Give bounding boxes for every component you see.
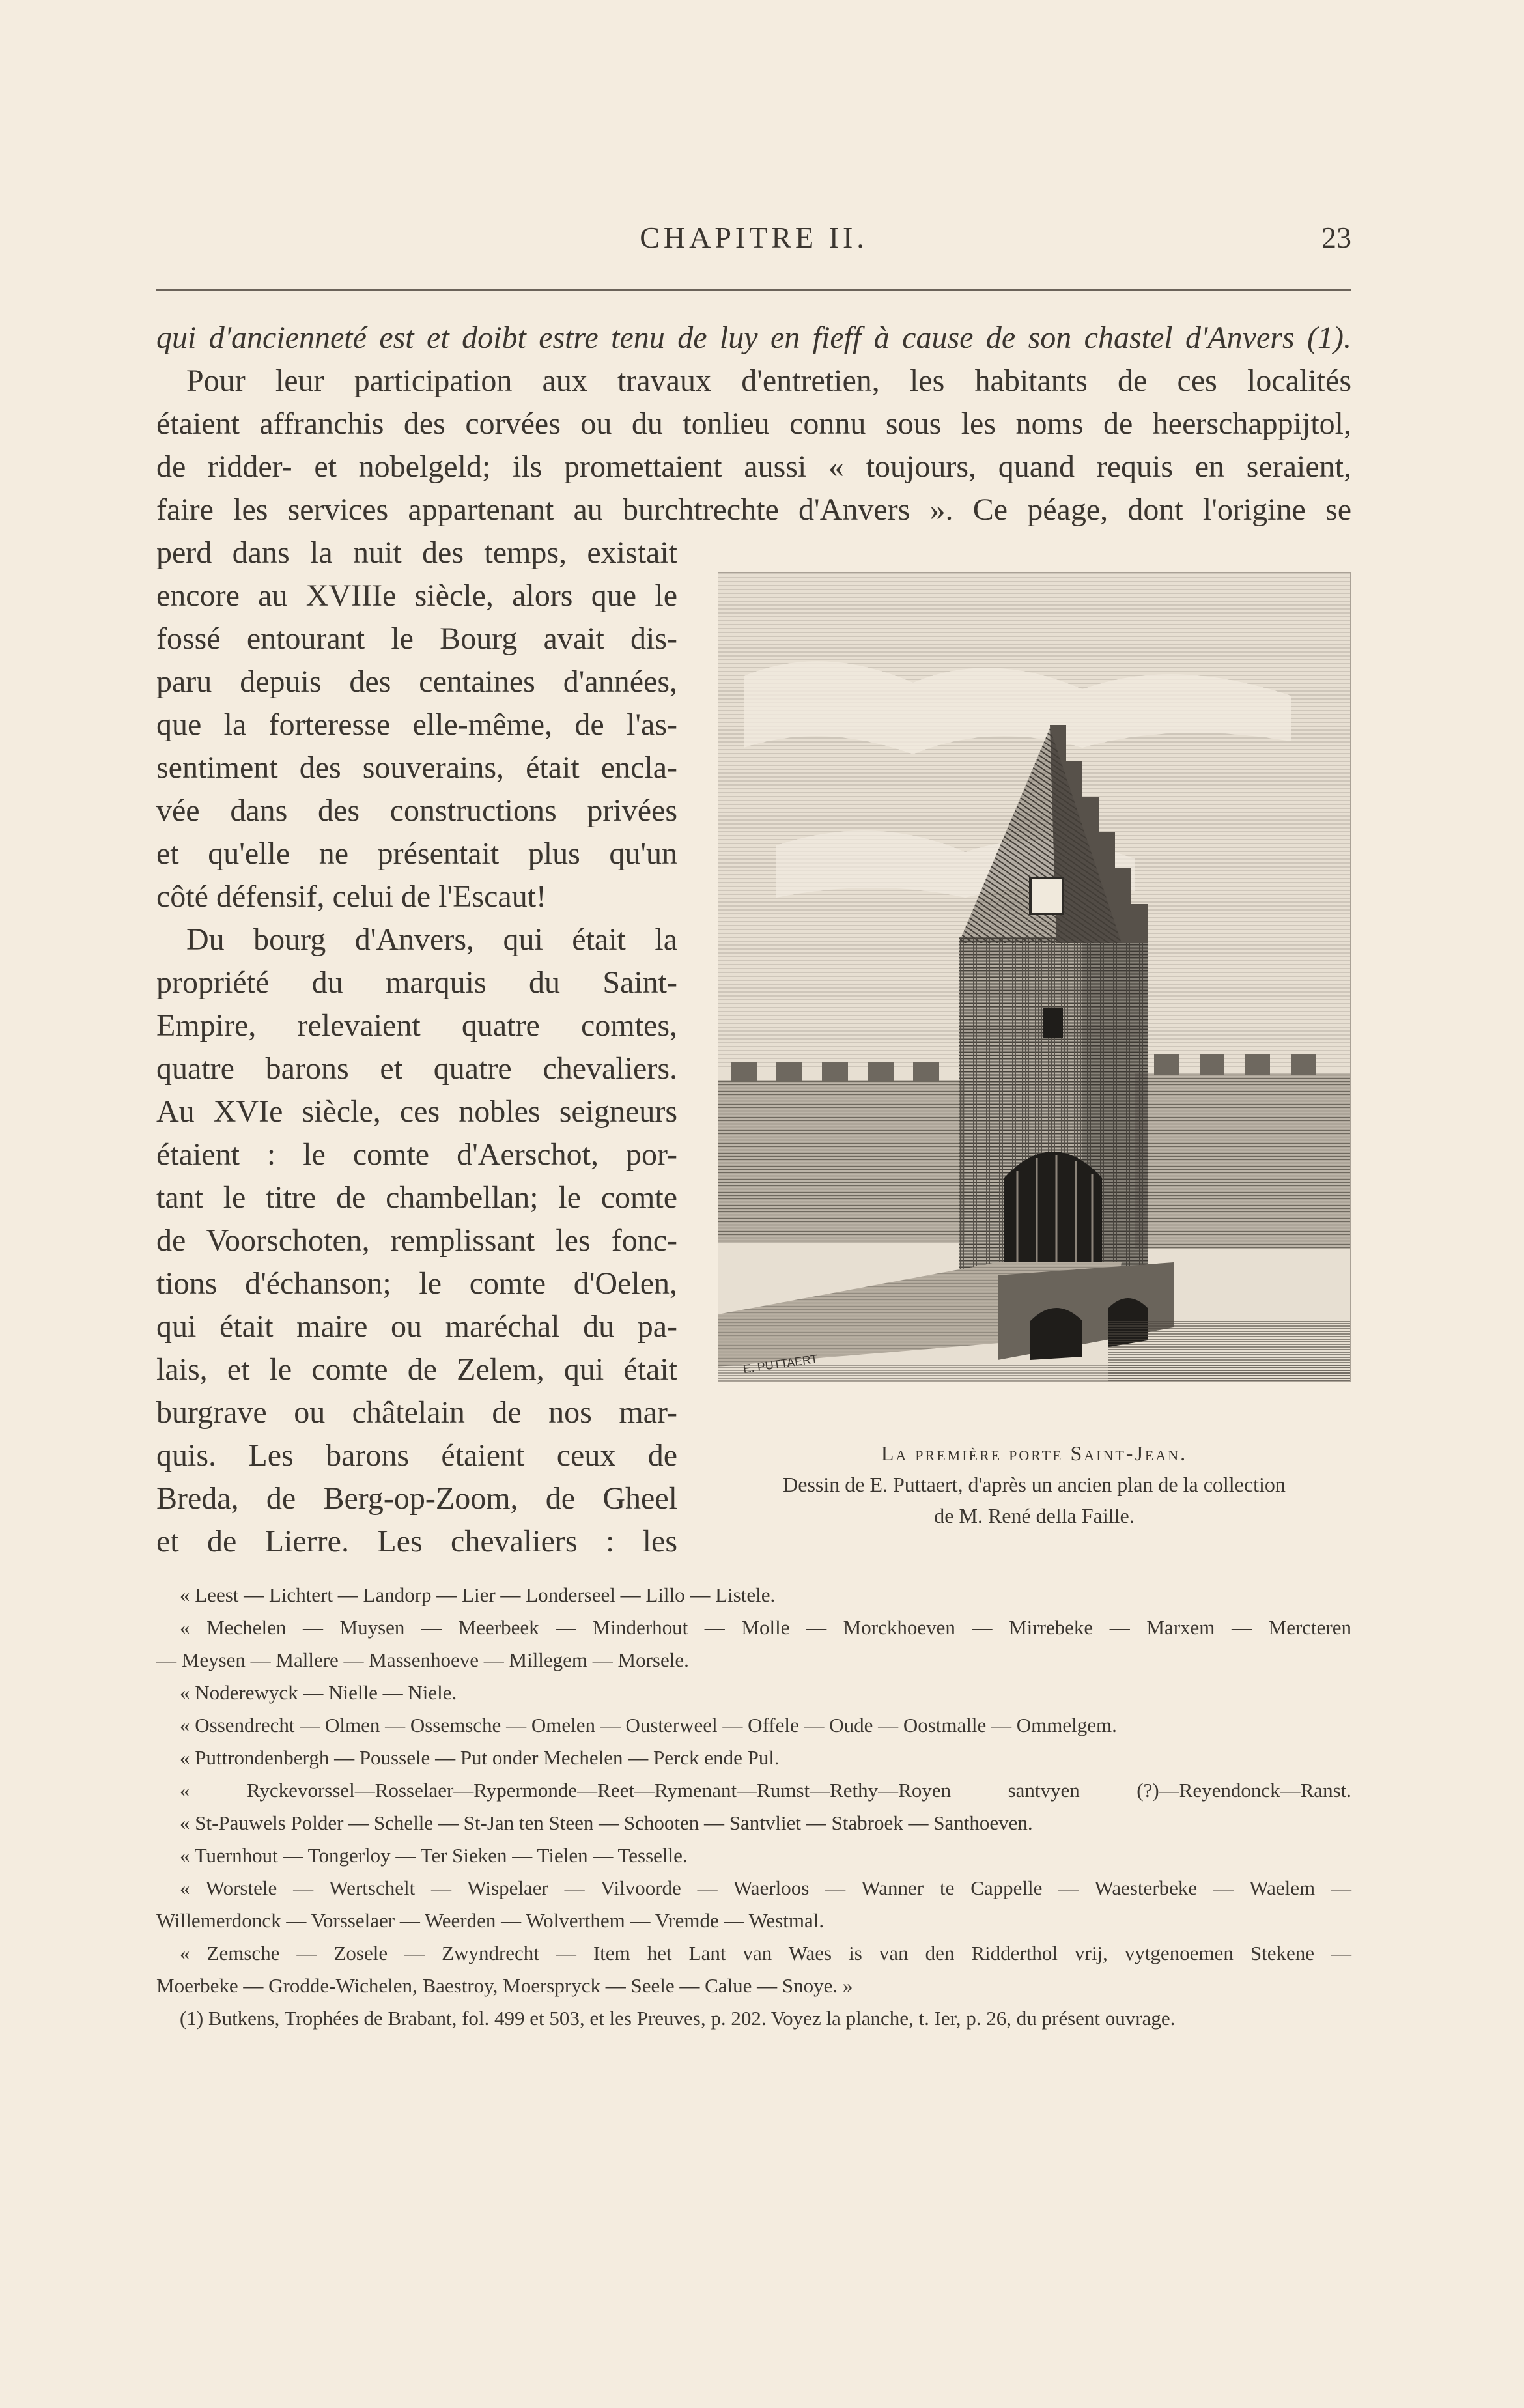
body-line: tant le titre de chambellan; le comte [156, 1180, 677, 1215]
footnote: (1) Butkens, Trophées de Brabant, fol. 499 et 503, et les Preuves, p. 202. Voyez la planche, t. Ier, p. 26, du présent ouvrage. [180, 2007, 1176, 2030]
chapter-title: CHAPITRE II. [640, 221, 868, 254]
list-item: « Worstele — Wertschelt — Wispelaer — Vilvoorde — Waerloos — Wanner te Cappelle — Waesterbeke — Waelem — [180, 1877, 1351, 1899]
running-head [156, 220, 1351, 266]
body-line: vée dans des constructions privées [156, 793, 677, 828]
page-number: 23 [1321, 221, 1351, 254]
list-item: « Tuernhout — Tongerloy — Ter Sieken — Tielen — Tesselle. [180, 1844, 688, 1867]
list-item: « Leest — Lichtert — Landorp — Lier — Londerseel — Lillo — Listele. [180, 1583, 776, 1606]
body-line: perd dans la nuit des temps, existait [156, 535, 677, 570]
body-line: sentiment des souverains, était encla- [156, 750, 677, 785]
caption-line: Dessin de E. Puttaert, d'après un ancien plan de la collection [783, 1473, 1286, 1496]
list-item: « St-Pauwels Polder — Schelle — St-Jan ten Steen — Schooten — Santvliet — Stabroek — Santhoeven. [180, 1811, 1033, 1834]
list-item: Moerbeke — Grodde-Wichelen, Baestroy, Moerspryck — Seele — Calue — Snoye. » [156, 1974, 853, 1997]
body-line: quis. Les barons étaient ceux de [156, 1438, 677, 1473]
caption-title: La première porte Saint-Jean. [881, 1441, 1188, 1465]
header-rule [156, 289, 1351, 291]
list-item: « Ryckevorssel—Rosselaer—Rypermonde—Reet—Rymenant—Rumst—Rethy—Royen santvyen (?)—Reyendonck—Ranst. [180, 1779, 1351, 1802]
body-line: Empire, relevaient quatre comtes, [156, 1008, 677, 1043]
body-line: encore au XVIIIe siècle, alors que le [156, 578, 677, 613]
body-line: Du bourg d'Anvers, qui était la [186, 922, 677, 957]
list-item: — Meysen — Mallere — Massenhoeve — Millegem — Morsele. [156, 1649, 689, 1671]
body-column [156, 531, 677, 1563]
body-line: tions d'échanson; le comte d'Oelen, [156, 1266, 677, 1301]
list-item: « Ossendrecht — Olmen — Ossemsche — Omelen — Ousterweel — Offele — Oude — Oostmalle — Ommelgem. [180, 1714, 1117, 1736]
list-item: « Puttrondenbergh — Poussele — Put onder Mechelen — Perck ende Pul. [180, 1746, 780, 1769]
body-line: Pour leur participation aux travaux d'entretien, les habitants de ces localités [186, 363, 1351, 398]
body-line: paru depuis des centaines d'années, [156, 664, 677, 699]
body-line: que la forteresse elle-même, de l'as- [156, 707, 677, 742]
body-line: quatre barons et quatre chevaliers. [156, 1051, 677, 1086]
gate-tower-engraving [718, 572, 1351, 1382]
body-line: côté défensif, celui de l'Escaut! [156, 879, 547, 914]
body-line: et de Lierre. Les chevaliers : les [156, 1524, 677, 1559]
place-name-list [156, 1579, 1351, 2035]
figure-caption [716, 1438, 1352, 1531]
body-line: propriété du marquis du Saint- [156, 965, 677, 1000]
body-line: et qu'elle ne présentait plus qu'un [156, 836, 677, 871]
list-item: « Zemsche — Zosele — Zwyndrecht — Item het Lant van Waes is van den Ridderthol vrij, vytgenoemen Stekene — [180, 1942, 1351, 1964]
body-line: faire les services appartenant au burchtrechte d'Anvers ». Ce péage, dont l'origine se [156, 492, 1351, 527]
body-line: étaient : le comte d'Aerschot, por- [156, 1137, 677, 1172]
body-line: Au XVIe siècle, ces nobles seigneurs [156, 1094, 677, 1129]
body-line: qui d'ancienneté est et doibt estre tenu de luy en fieff à cause de son chastel d'Anvers (1). [156, 320, 1351, 355]
list-item: « Noderewyck — Nielle — Niele. [180, 1681, 457, 1704]
body-line: qui était maire ou maréchal du pa- [156, 1309, 677, 1344]
body-line: fossé entourant le Bourg avait dis- [156, 621, 677, 656]
body-line: de Voorschoten, remplissant les fonc- [156, 1223, 677, 1258]
illustration-signature: E. PUTTAERT [742, 1352, 819, 1376]
body-line: burgrave ou châtelain de nos mar- [156, 1395, 677, 1430]
body-line: de ridder- et nobelgeld; ils promettaient aussi « toujours, quand requis en seraient, [156, 449, 1351, 484]
body-full-width [156, 317, 1351, 531]
list-item: « Mechelen — Muysen — Meerbeek — Minderhout — Molle — Morckhoeven — Mirrebeke — Marxem — Mercteren [180, 1616, 1351, 1639]
list-item: Willemerdonck — Vorsselaer — Weerden — Wolverthem — Vremde — Westmal. [156, 1909, 825, 1932]
body-line: étaient affranchis des corvées ou du tonlieu connu sous les noms de heerschappijtol, [156, 406, 1351, 441]
body-line: Breda, de Berg-op-Zoom, de Gheel [156, 1481, 677, 1516]
body-line: lais, et le comte de Zelem, qui était [156, 1352, 677, 1387]
caption-line: de M. René della Faille. [934, 1504, 1135, 1527]
